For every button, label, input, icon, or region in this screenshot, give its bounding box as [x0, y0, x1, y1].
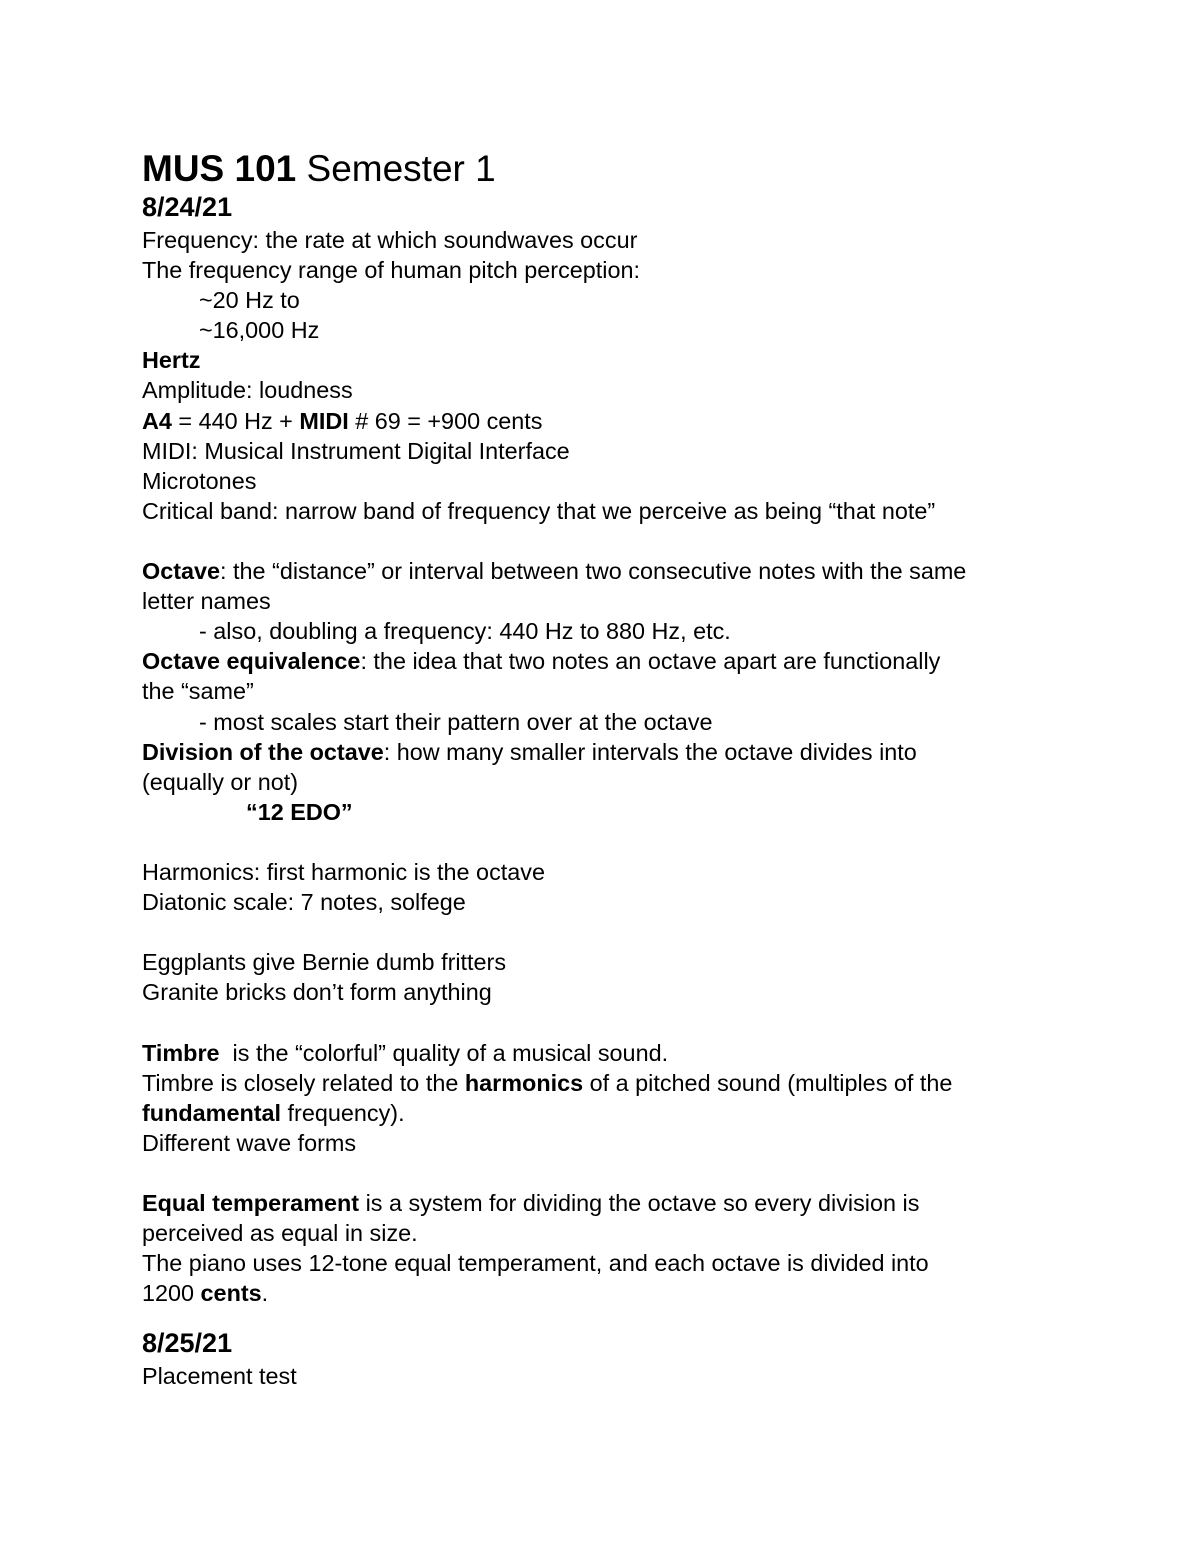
term-midi: MIDI: [299, 407, 349, 434]
note-line: Different wave forms: [142, 1129, 357, 1156]
term-division-of-octave: Division of the octave: [142, 738, 384, 765]
text-span: is a system for dividing the octave so every division is: [359, 1190, 920, 1216]
note-line: The piano uses 12-tone equal temperament, and each octave is divided into: [142, 1250, 929, 1277]
note-line: Diatonic scale: 7 notes, solfege: [142, 889, 466, 916]
note-line: MIDI: Musical Instrument Digital Interface: [142, 437, 570, 464]
text-span: : the “distance” or interval between two consecutive notes with the same: [220, 558, 967, 585]
text-span: # 69 = +900 cents: [348, 407, 543, 434]
note-line: [142, 1098, 1082, 1128]
note-line: - most scales start their pattern over at the octave: [199, 708, 713, 735]
note-line: Microtones: [142, 467, 257, 494]
note-line: the “same”: [142, 678, 254, 705]
blank-line: [142, 917, 1082, 947]
note-line: Amplitude: loudness: [142, 377, 353, 404]
note-line: [142, 1038, 1082, 1068]
note-line: [142, 1188, 1082, 1218]
term-harmonics: harmonics: [464, 1069, 584, 1096]
note-line: The frequency range of human pitch perception:: [142, 257, 641, 284]
note-line: - also, doubling a frequency: 440 Hz to 880 Hz, etc.: [199, 618, 731, 645]
blank-line: [142, 526, 1082, 556]
blank-line: [142, 1308, 1082, 1328]
note-line: ~20 Hz to: [199, 287, 300, 314]
text-span: is the “colorful” quality of a musical sound.: [219, 1039, 669, 1066]
note-line: ~16,000 Hz: [199, 317, 320, 344]
text-span: : how many smaller intervals the octave divides into: [383, 738, 917, 765]
note-line: [142, 345, 1082, 375]
text-span: .: [261, 1280, 269, 1307]
text-span: Timbre is closely related to the: [142, 1069, 465, 1096]
note-line: [142, 406, 1082, 436]
term-cents: cents: [200, 1280, 262, 1307]
note-line: [142, 556, 1082, 586]
note-line: perceived as equal in size.: [142, 1220, 418, 1247]
page-title: [142, 148, 1082, 192]
date-heading-2: 8/25/21: [142, 1328, 233, 1359]
term-hertz: Hertz: [142, 347, 201, 374]
note-line: [142, 646, 1082, 676]
date-heading-1: 8/24/21: [142, 192, 233, 222]
note-line: [142, 1278, 1082, 1308]
text-span: : the idea that two notes an octave apart are functionally: [360, 648, 941, 675]
text-span: of a pitched sound (multiples of the: [583, 1069, 953, 1096]
note-line: (equally or not): [142, 768, 299, 795]
term-equal-temperament: Equal temperament: [142, 1190, 360, 1216]
title-semester: Semester 1: [296, 148, 496, 189]
text-span: 1200: [142, 1280, 201, 1307]
note-line: Granite bricks don’t form anything: [142, 979, 492, 1006]
document-page: [142, 148, 1082, 1391]
text-span: frequency).: [281, 1099, 405, 1126]
note-line: [142, 1068, 1082, 1098]
note-line: letter names: [142, 588, 271, 615]
term-octave: Octave: [142, 558, 221, 585]
term-a4: A4: [142, 407, 172, 434]
blank-line: [142, 1007, 1082, 1037]
blank-line: [142, 1158, 1082, 1188]
text-span: = 440 Hz +: [171, 407, 300, 434]
term-12-edo: “12 EDO”: [246, 798, 353, 825]
course-code: MUS 101: [142, 148, 297, 189]
term-timbre: Timbre: [142, 1039, 220, 1066]
note-line: Eggplants give Bernie dumb fritters: [142, 949, 507, 976]
note-line: Frequency: the rate at which soundwaves occur: [142, 227, 638, 253]
note-line: [142, 797, 1082, 827]
note-line: Harmonics: first harmonic is the octave: [142, 858, 545, 885]
term-octave-equivalence: Octave equivalence: [142, 648, 361, 675]
note-line: [142, 737, 1082, 767]
blank-line: [142, 827, 1082, 857]
note-line: Critical band: narrow band of frequency that we perceive as being “that note”: [142, 497, 936, 524]
note-line: Placement test: [142, 1363, 297, 1390]
term-fundamental: fundamental: [142, 1099, 282, 1126]
